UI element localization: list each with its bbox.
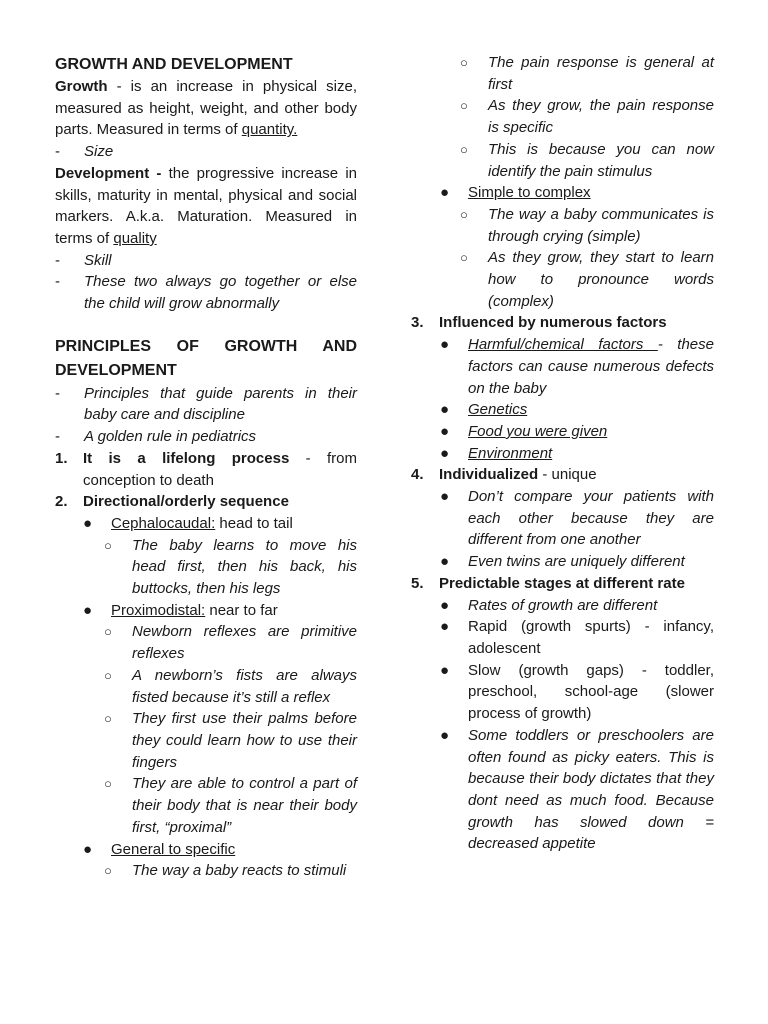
principles-note-text: Principles that guide parents in their baby care and discipline: [84, 384, 357, 424]
bullet-icon: ●: [440, 726, 450, 744]
principle-1-title: It is a lifelong process: [83, 449, 290, 467]
principle-5-title: Predictable stages at different rate: [439, 574, 685, 592]
list-item-predictable-2: [411, 616, 714, 659]
principle-5: [411, 573, 714, 595]
pain-sub-1-text: The pain response is general at first: [488, 54, 714, 93]
list-item-predictable-1: [411, 595, 714, 617]
number-marker: 4.: [411, 466, 424, 484]
number-marker: 5.: [411, 574, 424, 592]
principle-2-title: Directional/orderly sequence: [83, 493, 289, 511]
list-item-pain-3: [411, 139, 714, 182]
simple-complex-label: Simple to complex: [468, 184, 591, 202]
list-item-environment: [411, 443, 714, 465]
simple-sub-2-text: As they grow, they start to learn how to pronounce words (complex): [488, 249, 714, 310]
circle-bullet-icon: ○: [104, 624, 112, 640]
circle-bullet-icon: ○: [104, 667, 112, 683]
predictable-3-text: Slow (growth gaps) - toddler, preschool, school-age (slower process of growth): [468, 661, 714, 723]
circle-bullet-icon: ○: [104, 711, 112, 727]
skill-text: Skill: [84, 251, 112, 269]
proximodistal-text: near to far: [205, 601, 278, 619]
size-text: Size: [84, 143, 114, 161]
proximo-sub-4-text: They are able to control a part of their body that is near their body first, “proximal”: [132, 775, 357, 836]
list-item-principles-note: [55, 383, 357, 426]
bullet-icon: ●: [440, 618, 450, 636]
growth-quantity: quantity.: [241, 121, 298, 139]
principle-2: [55, 491, 357, 513]
pain-sub-2-text: As they grow, the pain response is specific: [488, 97, 714, 137]
cephalocaudal-label: Cephalocaudal:: [111, 514, 216, 532]
list-item-proximo-sub-2: [55, 665, 357, 708]
list-item-proximo-sub-3: [55, 708, 357, 773]
right-column: [411, 52, 714, 855]
bullet-icon: ●: [440, 444, 450, 462]
dash-marker: -: [55, 251, 60, 269]
list-item-simple-sub-2: [411, 247, 714, 312]
list-item-general-sub-1: [55, 860, 357, 882]
principle-1-text: - from conception to death: [83, 449, 357, 489]
left-column: [55, 52, 357, 882]
principle-1: [55, 448, 357, 491]
predictable-4-text: Some toddlers or preschoolers are often found as picky eaters. This is because their body dictates that they dont need as much food. Because growth has slowed down = decreased appetite: [468, 726, 714, 853]
list-item-individualized-2: [411, 551, 714, 573]
general-specific-label: General to specific: [111, 840, 236, 858]
environment-text: Environment: [468, 444, 553, 462]
predictable-1-text: Rates of growth are different: [468, 596, 658, 614]
principle-4-text: - unique: [538, 466, 597, 484]
list-item-general-specific: [55, 839, 357, 861]
individualized-1-text: Don’t compare your patients with each other because they are different from one another: [468, 488, 714, 549]
bullet-icon: ●: [83, 601, 93, 619]
development-def-text: the progressive increase in skills, maturity in mental, physical and social markers. A.k.a. Maturation. Measured in terms of: [55, 164, 357, 247]
section-title-principles: PRINCIPLES OF GROWTH AND DEVELOPMENT: [55, 337, 357, 379]
number-marker: 3.: [411, 314, 424, 332]
development-definition: [55, 163, 357, 250]
general-sub-1-text: The way a baby reacts to stimuli: [132, 862, 347, 880]
principle-4: [411, 464, 714, 486]
list-item-genetics: [411, 399, 714, 421]
bullet-icon: ●: [440, 553, 450, 571]
circle-bullet-icon: ○: [460, 250, 468, 266]
bullet-icon: ●: [440, 661, 450, 679]
list-item-golden-rule: [55, 426, 357, 448]
principle-3-title: Influenced by numerous factors: [439, 314, 667, 332]
number-marker: 2.: [55, 493, 68, 511]
growth-definition: [55, 76, 357, 141]
development-quality: quality: [113, 229, 157, 247]
simple-sub-1-text: The way a baby communicates is through crying (simple): [488, 205, 714, 245]
list-item-cephalocaudal: [55, 513, 357, 535]
bullet-icon: ●: [440, 184, 450, 202]
dash-marker: -: [55, 384, 60, 402]
list-item-size: [55, 141, 357, 163]
list-item-simple-sub-1: [411, 204, 714, 247]
food-text: Food you were given: [468, 422, 608, 440]
bullet-icon: ●: [440, 336, 450, 354]
list-item-harmful: [411, 334, 714, 399]
principle-4-title: Individualized: [439, 466, 539, 484]
growth-def-text: - is an increase in physical size, measured as height, weight, and other body parts. Measured in terms of: [55, 78, 357, 139]
bullet-icon: ●: [83, 514, 93, 532]
number-marker: 1.: [55, 449, 68, 467]
proximo-sub-3-text: They first use their palms before they could learn how to use their fingers: [132, 710, 357, 771]
principle-3: [411, 312, 714, 334]
list-item-predictable-4: [411, 725, 714, 855]
list-item-proximodistal: [55, 600, 357, 622]
bullet-icon: ●: [440, 596, 450, 614]
circle-bullet-icon: ○: [104, 863, 112, 879]
dash-marker: -: [55, 143, 60, 161]
circle-bullet-icon: ○: [104, 776, 112, 792]
list-item-food: [411, 421, 714, 443]
circle-bullet-icon: ○: [460, 98, 468, 114]
individualized-2-text: Even twins are uniquely different: [468, 553, 685, 571]
list-item-skill: [55, 250, 357, 272]
list-item-together: [55, 271, 357, 314]
genetics-text: Genetics: [468, 401, 528, 419]
section-title-growth-development: GROWTH AND DEVELOPMENT: [55, 56, 293, 73]
predictable-2-text: Rapid (growth spurts) - infancy, adolescent: [468, 618, 714, 657]
list-item-proximo-sub-4: [55, 773, 357, 838]
list-item-individualized-1: [411, 486, 714, 551]
circle-bullet-icon: ○: [460, 55, 468, 70]
golden-rule-text: A golden rule in pediatrics: [84, 428, 257, 446]
circle-bullet-icon: ○: [104, 537, 112, 553]
development-term: Development -: [55, 164, 162, 182]
list-item-pain-2: [411, 95, 714, 138]
pain-sub-3-text: This is because you can now identify the pain stimulus: [488, 140, 714, 180]
harmful-label: Harmful/chemical factors: [468, 336, 658, 354]
bullet-icon: ●: [440, 488, 450, 506]
list-item-pain-1: [411, 52, 714, 95]
dash-marker: -: [55, 273, 60, 291]
proximodistal-label: Proximodistal:: [111, 601, 206, 619]
bullet-icon: ●: [440, 401, 450, 419]
circle-bullet-icon: ○: [460, 206, 468, 222]
bullet-icon: ●: [83, 840, 93, 858]
list-item-cephalo-sub: [55, 535, 357, 600]
dash-marker: -: [55, 428, 60, 446]
cephalo-sub-text: The baby learns to move his head first, then his back, his buttocks, then his legs: [132, 536, 357, 598]
bullet-icon: ●: [440, 422, 450, 440]
growth-term: Growth: [55, 78, 108, 95]
list-item-proximo-sub-1: [55, 621, 357, 664]
list-item-simple-complex: [411, 182, 714, 204]
harmful-text: - these factors can cause numerous defects on the baby: [468, 336, 714, 397]
circle-bullet-icon: ○: [460, 141, 468, 157]
proximo-sub-1-text: Newborn reflexes are primitive reflexes: [132, 623, 357, 663]
cephalocaudal-text: head to tail: [215, 514, 293, 532]
together-text: These two always go together or else the child will grow abnormally: [84, 273, 357, 313]
list-item-predictable-3: [411, 660, 714, 725]
proximo-sub-2-text: A newborn’s fists are always fisted because it’s still a reflex: [132, 666, 357, 706]
